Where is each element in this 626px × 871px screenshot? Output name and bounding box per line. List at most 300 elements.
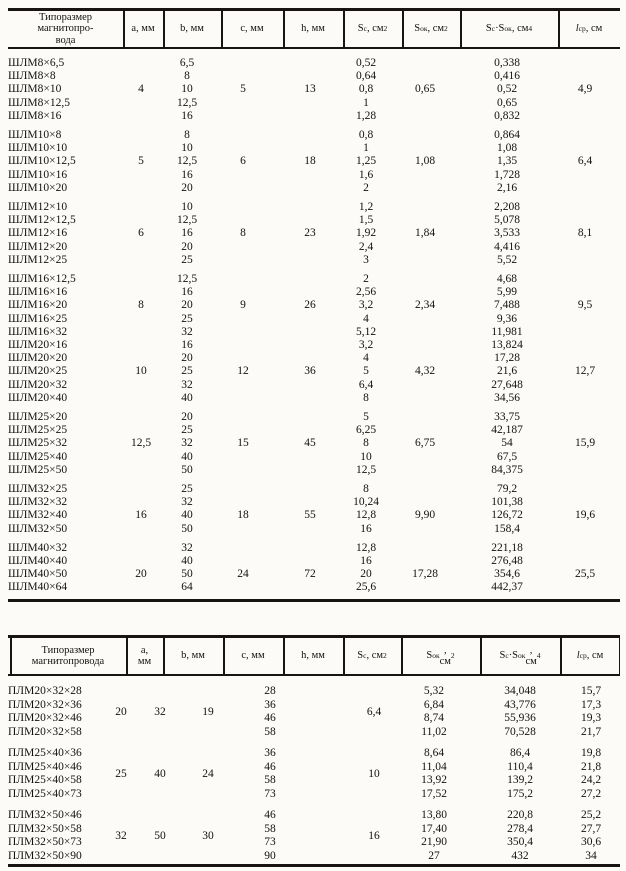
type-label: ШЛМ25×32: [8, 437, 68, 450]
plm-table-body: [0, 676, 626, 864]
type-label: ПЛМ20×32×36: [8, 698, 82, 711]
type-labels: [8, 57, 70, 123]
sok-value: 11,04: [421, 760, 447, 773]
lsr-value: 19,3: [580, 712, 602, 724]
sxs-value: 34,048: [504, 685, 536, 697]
sc-value: 20: [360, 568, 372, 581]
h-values: [264, 685, 276, 739]
lsr-shared-value: 9,5: [577, 299, 593, 312]
header-column-divider: [221, 11, 223, 47]
b-value: 25: [181, 312, 193, 325]
sok-shared-value: 1,84: [414, 227, 436, 240]
b-value: 25: [181, 483, 193, 495]
sxs-value: 110,4: [507, 760, 533, 773]
lsr-value: 17,3: [580, 698, 602, 711]
lsr-value: 30,6: [580, 836, 602, 848]
type-labels: [8, 339, 67, 405]
sxs-value: 4,416: [494, 240, 520, 253]
sc-value: 25,6: [355, 581, 377, 594]
b-value: 40: [181, 450, 193, 463]
sxs-value: 70,528: [504, 725, 536, 738]
sxs-value: 221,18: [491, 541, 523, 554]
sxs-value: 0,864: [494, 129, 520, 141]
sxs-value: 175,2: [507, 787, 533, 800]
type-label: ПЛМ20×32×28: [8, 685, 82, 697]
b-value: 12,5: [176, 214, 198, 227]
b-values: [181, 542, 193, 595]
sok-value: 6,84: [423, 698, 445, 711]
c-shared-value: 15: [237, 437, 249, 450]
sok-value: 17,52: [421, 787, 447, 800]
sc-values: [356, 201, 376, 267]
sxs-value: 27,648: [491, 378, 523, 391]
sc-value: 1: [363, 96, 369, 109]
h-value: 36: [264, 698, 276, 711]
core-size-group: [0, 542, 626, 595]
sxs-value: 0,338: [494, 57, 520, 69]
sxs-value: 17,28: [494, 352, 520, 365]
type-label: ШЛМ40×40: [8, 554, 68, 567]
h-value: 36: [264, 747, 276, 759]
sc-value: 3,2: [358, 339, 374, 351]
type-label: ШЛМ10×20: [8, 181, 68, 194]
sxs-value: 432: [511, 849, 529, 862]
column-header: S ок , см 2: [414, 23, 448, 35]
type-label: ШЛМ12×20: [8, 240, 68, 253]
type-labels: [8, 747, 82, 801]
sxs-value: 67,5: [496, 450, 518, 463]
type-label: ШЛМ8×6,5: [8, 57, 65, 69]
column-header: S с ·S ок , см 4: [499, 644, 541, 667]
h-values: [264, 809, 276, 863]
sc-shared-value: 6,4: [366, 706, 382, 718]
c-shared-value: 9: [240, 299, 246, 312]
sxs-value: 1,08: [496, 142, 518, 155]
sxs-value: 9,36: [496, 312, 518, 325]
sxs-value: 54: [501, 437, 513, 450]
b-value: 64: [181, 581, 193, 594]
core-size-group: [0, 483, 626, 536]
b-value: 20: [181, 240, 193, 253]
type-label: ШЛМ40×32: [8, 541, 68, 554]
h-value: 73: [264, 787, 276, 800]
header-column-divider: [163, 11, 165, 47]
b-values: [181, 411, 193, 477]
b-value: 16: [181, 286, 193, 299]
sxs-values: [491, 483, 523, 536]
header-column-divider: [343, 11, 345, 47]
sc-value: 4: [363, 352, 369, 365]
type-label: ПЛМ25×40×73: [8, 787, 82, 800]
type-label: ПЛМ32×50×73: [8, 836, 82, 848]
type-label: ШЛМ25×20: [8, 411, 68, 423]
sok-shared-value: 17,28: [412, 568, 438, 581]
type-label: ШЛМ20×40: [8, 391, 68, 404]
b-value: 12,5: [176, 155, 198, 168]
column-header: b, мм: [181, 650, 205, 662]
type-label: ШЛМ32×50: [8, 522, 68, 535]
h-shared-value: 72: [304, 568, 316, 581]
sc-value: 1,25: [355, 155, 377, 168]
b-value: 50: [181, 522, 193, 535]
type-label: ШЛМ32×32: [8, 496, 68, 509]
header-column-divider: [126, 638, 128, 674]
column-header: l ср , см: [576, 650, 604, 662]
shlm-table-header: [0, 11, 626, 47]
type-label: ШЛМ8×16: [8, 109, 62, 122]
sok-value: 13,92: [421, 774, 447, 786]
core-size-group: [0, 411, 626, 477]
sc-value: 1,6: [358, 168, 374, 181]
header-column-divider: [123, 11, 125, 47]
sc-value: 0,8: [358, 83, 374, 96]
sc-values: [356, 57, 376, 123]
type-label: ПЛМ32×50×58: [8, 822, 82, 835]
column-header: a, мм: [131, 23, 155, 35]
h-value: 58: [264, 822, 276, 835]
h-shared-value: 45: [304, 437, 316, 450]
type-label: ШЛМ10×16: [8, 168, 68, 181]
b-value: 32: [181, 378, 193, 391]
lsr-values: [581, 747, 601, 801]
h-value: 28: [264, 685, 276, 697]
sc-values: [356, 542, 376, 595]
header-column-divider: [283, 11, 285, 47]
sxs-value: 0,65: [496, 96, 518, 109]
shlm-cores-table: [0, 8, 626, 602]
sok-shared-value: 9,90: [414, 509, 436, 522]
table-bottom-rule: [8, 864, 620, 867]
sc-value: 6,25: [355, 424, 377, 437]
sc-value: 10,24: [353, 496, 379, 509]
b-value: 40: [181, 509, 193, 522]
sxs-value: 43,776: [504, 698, 536, 711]
sxs-value: 21,6: [496, 365, 518, 378]
b-value: 25: [181, 365, 193, 378]
b-value: 16: [181, 168, 193, 181]
sxs-value: 354,6: [494, 568, 520, 581]
type-label: ШЛМ16×25: [8, 312, 68, 325]
sxs-values: [491, 542, 523, 595]
type-label: ПЛМ20×32×58: [8, 725, 82, 738]
sc-value: 2: [363, 181, 369, 194]
type-label: ШЛМ40×50: [8, 568, 68, 581]
header-column-divider: [619, 638, 621, 674]
type-labels: [8, 542, 67, 595]
type-label: ШЛМ16×12,5: [8, 273, 76, 285]
a-shared-value: 16: [135, 509, 147, 522]
sok-shared-value: 2,34: [414, 299, 436, 312]
sc-values: [356, 129, 376, 195]
sxs-value: 442,37: [491, 581, 523, 594]
sxs-values: [504, 685, 536, 739]
sc-value: 1,5: [358, 214, 374, 227]
type-label: ШЛМ20×16: [8, 339, 68, 351]
header-column-divider: [460, 11, 462, 47]
type-labels: [8, 685, 82, 739]
column-header: Типоразмер магнитопровода: [31, 644, 105, 667]
core-size-group: [0, 201, 626, 267]
b-value: 20: [181, 411, 193, 423]
table-bottom-rule: [8, 599, 620, 602]
sxs-value: 79,2: [496, 483, 518, 495]
type-label: ПЛМ25×40×36: [8, 747, 82, 759]
h-shared-value: 13: [304, 83, 316, 96]
column-header: h, мм: [301, 23, 325, 35]
type-label: ШЛМ20×32: [8, 378, 68, 391]
core-size-group: [0, 273, 626, 339]
sc-value: 3: [363, 253, 369, 266]
sxs-values: [507, 747, 533, 801]
sxs-value: 0,832: [494, 109, 520, 122]
sok-value: 8,64: [423, 747, 445, 759]
sc-values: [353, 483, 379, 536]
sc-value: 2,56: [355, 286, 377, 299]
h-value: 58: [264, 725, 276, 738]
sxs-value: 7,488: [494, 299, 520, 312]
header-column-divider: [343, 638, 345, 674]
sc-value: 16: [360, 522, 372, 535]
type-label: ШЛМ25×40: [8, 450, 68, 463]
c-shared-value: 30: [202, 830, 214, 842]
sxs-value: 158,4: [494, 522, 520, 535]
sxs-value: 5,99: [496, 286, 518, 299]
sc-value: 12,8: [355, 509, 377, 522]
lsr-shared-value: 25,5: [574, 568, 596, 581]
b-value: 25: [181, 253, 193, 266]
sc-value: 4: [363, 312, 369, 325]
h-values: [264, 747, 276, 801]
b-value: 16: [181, 109, 193, 122]
sxs-value: 55,936: [504, 712, 536, 724]
column-header: a, мм: [137, 644, 152, 667]
type-labels: [8, 201, 76, 267]
b-value: 10: [181, 83, 193, 96]
sc-value: 2: [363, 273, 369, 285]
sok-shared-value: 4,32: [414, 365, 436, 378]
column-header: S с , см 2: [357, 650, 387, 662]
sc-value: 2,4: [358, 240, 374, 253]
b-value: 10: [181, 201, 193, 213]
sok-value: 13,80: [421, 809, 447, 821]
sxs-value: 33,75: [494, 411, 520, 423]
a-shared-value: 5: [138, 155, 144, 168]
sxs-value: 276,48: [491, 554, 523, 567]
c-shared-value: 12: [237, 365, 249, 378]
lsr-shared-value: 12,7: [574, 365, 596, 378]
b-value: 20: [181, 181, 193, 194]
b-value: 40: [181, 554, 193, 567]
lsr-shared-value: 8,1: [577, 227, 593, 240]
a-shared-value: 25: [115, 768, 127, 780]
column-header: c, мм: [240, 23, 264, 35]
sok-value: 5,32: [423, 685, 445, 697]
c-shared-value: 24: [202, 768, 214, 780]
sxs-value: 139,2: [507, 774, 533, 786]
type-label: ПЛМ20×32×46: [8, 712, 82, 724]
type-label: ШЛМ25×50: [8, 463, 68, 476]
b-value: 8: [184, 129, 190, 141]
type-label: ШЛМ10×12,5: [8, 155, 76, 168]
sxs-value: 2,16: [496, 181, 518, 194]
h-value: 58: [264, 774, 276, 786]
b-shared-value: 40: [154, 768, 166, 780]
c-shared-value: 6: [240, 155, 246, 168]
b-values: [177, 57, 197, 123]
b-value: 16: [181, 227, 193, 240]
sc-value: 1,28: [355, 109, 377, 122]
sok-value: 21,90: [421, 836, 447, 848]
h-value: 90: [264, 849, 276, 862]
header-column-divider: [560, 638, 562, 674]
lsr-value: 21,7: [580, 725, 602, 738]
sc-value: 5: [363, 365, 369, 378]
type-label: ШЛМ8×12,5: [8, 96, 70, 109]
header-column-divider: [283, 638, 285, 674]
sok-shared-value: 0,65: [414, 83, 436, 96]
sc-value: 8: [363, 483, 369, 495]
sxs-value: 84,375: [491, 463, 523, 476]
b-value: 40: [181, 391, 193, 404]
sxs-value: 101,38: [491, 496, 523, 509]
core-size-group: [0, 685, 626, 739]
core-size-group: [0, 339, 626, 405]
sxs-value: 278,4: [507, 822, 533, 835]
sc-value: 12,5: [355, 463, 377, 476]
h-shared-value: 36: [304, 365, 316, 378]
c-shared-value: 18: [237, 509, 249, 522]
type-label: ШЛМ40×64: [8, 581, 68, 594]
type-label: ШЛМ12×10: [8, 201, 68, 213]
sc-value: 3,2: [358, 299, 374, 312]
a-shared-value: 12,5: [130, 437, 152, 450]
lsr-value: 27,7: [580, 822, 602, 835]
sxs-value: 3,533: [494, 227, 520, 240]
b-values: [181, 483, 193, 536]
sxs-value: 13,824: [491, 339, 523, 351]
plm-table-header: [0, 638, 626, 674]
sc-shared-value: 16: [368, 830, 380, 842]
type-label: ПЛМ25×40×46: [8, 760, 82, 773]
sc-value: 8: [363, 437, 369, 450]
header-column-divider: [10, 638, 12, 674]
sxs-value: 126,72: [491, 509, 523, 522]
b-value: 32: [181, 325, 193, 338]
sok-value: 11,02: [421, 725, 447, 738]
column-header: Типоразмер магнитопро- вода: [37, 11, 94, 46]
b-value: 10: [181, 142, 193, 155]
h-shared-value: 23: [304, 227, 316, 240]
b-values: [177, 201, 197, 267]
plm-cores-table: [0, 635, 626, 867]
sc-value: 8: [363, 391, 369, 404]
a-shared-value: 6: [138, 227, 144, 240]
type-label: ШЛМ20×25: [8, 365, 68, 378]
sxs-value: 5,078: [494, 214, 520, 227]
type-labels: [8, 129, 76, 195]
c-shared-value: 5: [240, 83, 246, 96]
sok-values: [421, 809, 447, 863]
type-label: ШЛМ20×20: [8, 352, 68, 365]
header-column-divider: [163, 638, 165, 674]
lsr-values: [581, 809, 601, 863]
sc-value: 1,92: [355, 227, 377, 240]
c-shared-value: 19: [202, 706, 214, 718]
column-header: S ок , см 2: [426, 644, 455, 667]
column-header: S с , см 2: [357, 23, 388, 35]
type-label: ШЛМ16×16: [8, 286, 68, 299]
sok-shared-value: 6,75: [414, 437, 436, 450]
sok-value: 27: [428, 849, 440, 862]
type-labels: [8, 273, 76, 339]
sok-value: 17,40: [421, 822, 447, 835]
type-label: ШЛМ16×20: [8, 299, 68, 312]
b-value: 8: [184, 70, 190, 83]
sc-values: [356, 411, 376, 477]
sc-value: 5: [363, 411, 369, 423]
b-value: 32: [181, 541, 193, 554]
sok-shared-value: 1,08: [414, 155, 436, 168]
sxs-value: 34,56: [494, 391, 520, 404]
type-label: ШЛМ32×25: [8, 483, 68, 495]
h-value: 46: [264, 760, 276, 773]
sc-value: 0,64: [355, 70, 377, 83]
sxs-value: 1,728: [494, 168, 520, 181]
b-value: 25: [181, 424, 193, 437]
type-label: ПЛМ32×50×90: [8, 849, 82, 862]
a-shared-value: 10: [135, 365, 147, 378]
type-label: ПЛМ32×50×46: [8, 809, 82, 821]
sxs-value: 0,52: [496, 83, 518, 96]
c-shared-value: 24: [237, 568, 249, 581]
sc-value: 10: [360, 450, 372, 463]
type-label: ШЛМ10×8: [8, 129, 62, 141]
type-label: ШЛМ10×10: [8, 142, 68, 155]
h-value: 46: [264, 809, 276, 821]
type-labels: [8, 483, 67, 536]
sc-value: 1: [363, 142, 369, 155]
b-value: 6,5: [179, 57, 195, 69]
a-shared-value: 20: [135, 568, 147, 581]
type-label: ШЛМ12×25: [8, 253, 68, 266]
sc-value: 0,8: [358, 129, 374, 141]
sxs-value: 2,208: [494, 201, 520, 213]
sok-values: [421, 747, 447, 801]
header-column-divider: [223, 638, 225, 674]
a-shared-value: 8: [138, 299, 144, 312]
core-size-group: [0, 809, 626, 863]
lsr-shared-value: 4,9: [577, 83, 593, 96]
b-shared-value: 50: [154, 830, 166, 842]
c-shared-value: 8: [240, 227, 246, 240]
type-labels: [8, 411, 67, 477]
sc-value: 6,4: [358, 378, 374, 391]
sxs-values: [491, 273, 522, 339]
sc-shared-value: 10: [368, 768, 380, 780]
sc-value: 12,8: [355, 541, 377, 554]
header-column-divider: [480, 638, 482, 674]
sc-value: 0,52: [355, 57, 377, 69]
b-value: 12,5: [176, 273, 198, 285]
b-values: [181, 339, 193, 405]
lsr-value: 24,2: [580, 774, 602, 786]
shlm-table-body: [0, 49, 626, 599]
lsr-shared-value: 6,4: [577, 155, 593, 168]
column-header: c, мм: [241, 650, 265, 662]
b-value: 32: [181, 437, 193, 450]
b-value: 12,5: [176, 96, 198, 109]
h-shared-value: 18: [304, 155, 316, 168]
